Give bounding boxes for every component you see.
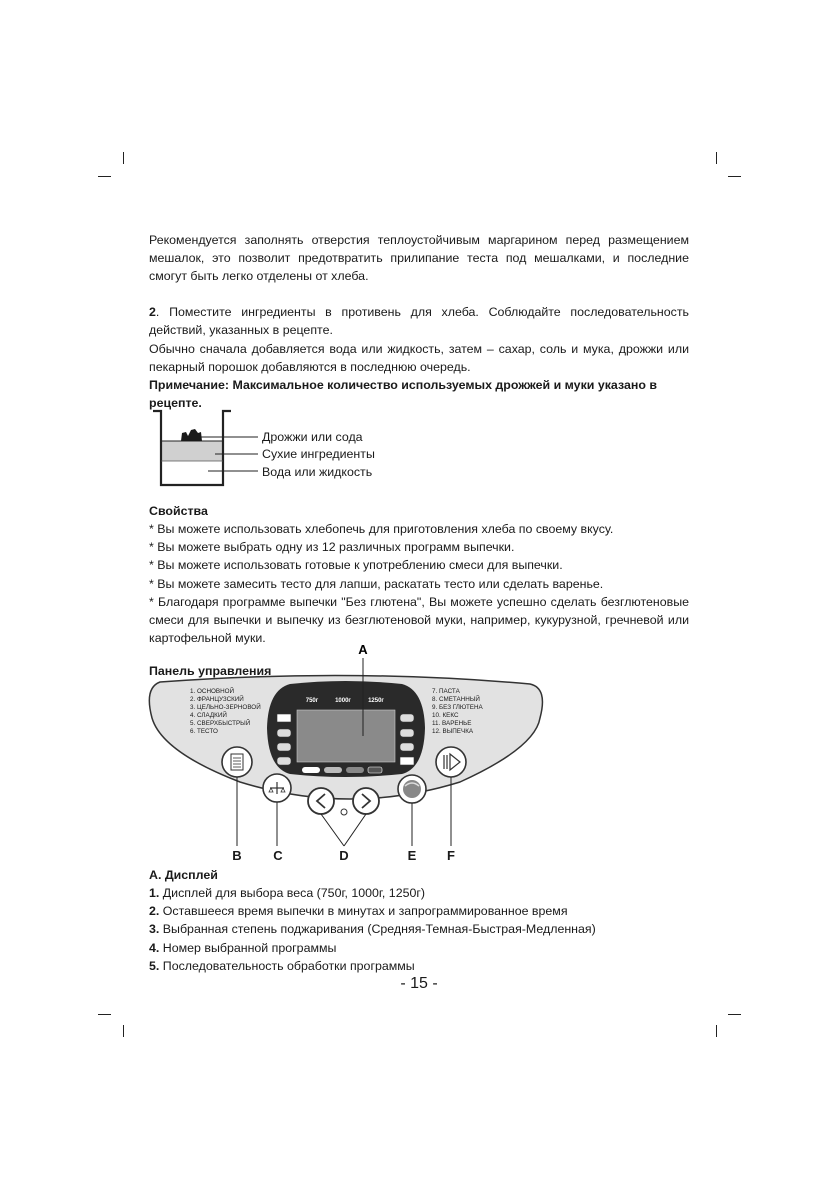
program-item: 9. БЕЗ ГЛЮТЕНА: [432, 704, 483, 711]
crop-mark: [98, 176, 111, 177]
label-yeast: Дрожжи или сода: [262, 430, 363, 444]
dry-ingredients-layer: [161, 441, 223, 461]
display-item: 4. Номер выбранной программы: [149, 940, 337, 955]
page-number: - 15 -: [400, 975, 438, 992]
panel-heading: Панель управления: [149, 664, 272, 678]
loaf-icon: [277, 714, 291, 722]
order-paragraph: Обычно сначала добавляется вода или жидкость, затем – сахар, соль и мука, дрожжи или пекарный порошок добавляются в последнюю очередь.: [149, 342, 689, 375]
menu-button[interactable]: [222, 747, 252, 777]
program-item: 6. ТЕСТО: [190, 728, 218, 735]
control-panel: [140, 640, 560, 872]
label-water: Вода или жидкость: [262, 465, 373, 479]
callout-b: B: [232, 848, 242, 863]
weight-label: 1250г: [368, 698, 384, 704]
callout-f: F: [447, 848, 455, 863]
program-item: 11. ВАРЕНЬЕ: [432, 720, 472, 727]
note: Примечание: Максимальное количество используемых дрожжей и муки указано в рецепте.: [149, 378, 657, 411]
feature-item: * Вы можете выбрать одну из 12 различных программ выпечки.: [149, 540, 515, 555]
step-text: . Поместите ингредиенты в противень для хлеба. Соблюдайте последовательность действий, указанных в рецепте.: [149, 305, 689, 338]
loaf-icon: [277, 743, 291, 751]
crop-mark: [123, 152, 124, 164]
crop-mark: [728, 176, 741, 177]
display-item: 3. Выбранная степень поджаривания (Средняя-Темная-Быстрая-Медленная): [149, 922, 596, 937]
display-item: 1. Дисплей для выбора веса (750г, 1000г, 1250г): [149, 886, 426, 900]
crop-mark: [98, 1014, 111, 1015]
callout-a: A: [358, 642, 368, 657]
weight-label: 750г: [305, 698, 319, 704]
feature-item: * Благодаря программе выпечки "Без глютена", Вы можете успешно сделать безглютеновые смеси для выпечки и выпечку из безглютеновой муки, например, кукурузной, гречневой или картофельной муки.: [149, 594, 689, 646]
crop-mark: [716, 152, 717, 164]
feature-item: * Вы можете использовать хлебопечь для приготовления хлеба по своему вкусу.: [149, 522, 614, 536]
step-2-paragraph: [149, 303, 689, 339]
lcd-screen: [297, 710, 395, 762]
yeast-shape: [181, 429, 202, 441]
display-item: 5. Последовательность обработки программы: [149, 958, 415, 973]
program-item: 3. ЦЕЛЬНО-ЗЕРНОВОЙ: [190, 704, 261, 711]
loaf-icon: [400, 714, 414, 722]
loaf-icon: [277, 729, 291, 737]
crust-medium-indicator: [324, 767, 342, 773]
callout-c: C: [273, 848, 283, 863]
callout-e: E: [407, 848, 417, 863]
program-item: 2. ФРАНЦУЗСКИЙ: [190, 696, 244, 703]
crust-dark-indicator: [346, 767, 364, 773]
time-down-button[interactable]: [308, 788, 334, 814]
features-list: [149, 520, 689, 647]
callout-d: D: [339, 848, 349, 863]
bread-pan-diagram: [145, 405, 385, 490]
crust-light-indicator: [302, 767, 320, 773]
feature-item: * Вы можете использовать готовые к употреблению смеси для выпечки.: [149, 558, 563, 573]
program-item: 8. СМЕТАННЫЙ: [432, 696, 480, 703]
crust-color-button[interactable]: [398, 775, 426, 803]
intro-paragraph: Рекомендуется заполнять отверстия теплоустойчивым маргарином перед размещением мешалок, это позволит предотвратить прилипание теста под мешалками, и последние смогут быть легко отделены от хлеба.: [149, 233, 689, 284]
label-dry: Сухие ингредиенты: [262, 447, 375, 461]
rapid-indicator: [368, 767, 382, 773]
display-item: 2. Оставшееся время выпечки в минутах и запрограммированное время: [149, 904, 568, 919]
loaf-icon: [277, 757, 291, 765]
program-item: 1. ОСНОВНОЙ: [190, 688, 235, 695]
crop-mark: [716, 1025, 717, 1037]
weight-label: 1000г: [335, 698, 351, 704]
program-item: 5. СВЕРХБЫСТРЫЙ: [190, 720, 251, 727]
crop-mark: [123, 1025, 124, 1037]
crop-mark: [728, 1014, 741, 1015]
loaf-icon: [400, 729, 414, 737]
loaf-icon: [400, 743, 414, 751]
program-item: 7. ПАСТА: [432, 688, 460, 695]
display-list: [149, 884, 689, 975]
jar-icon: [400, 757, 414, 765]
features-heading: Свойства: [149, 504, 208, 518]
program-item: 10. КЕКС: [432, 712, 459, 719]
start-stop-button[interactable]: [436, 747, 466, 777]
display-heading: А. Дисплей: [149, 868, 218, 882]
time-up-button[interactable]: [353, 788, 379, 814]
step-number: 2: [149, 305, 156, 319]
weight-button[interactable]: [263, 774, 291, 802]
program-item: 4. СЛАДКИЙ: [190, 712, 227, 719]
feature-item: * Вы можете замесить тесто для лапши, раскатать тесто или сделать варенье.: [149, 576, 604, 591]
program-item: 12. ВЫПЕЧКА: [432, 728, 474, 735]
indicator-dot: [341, 809, 347, 815]
